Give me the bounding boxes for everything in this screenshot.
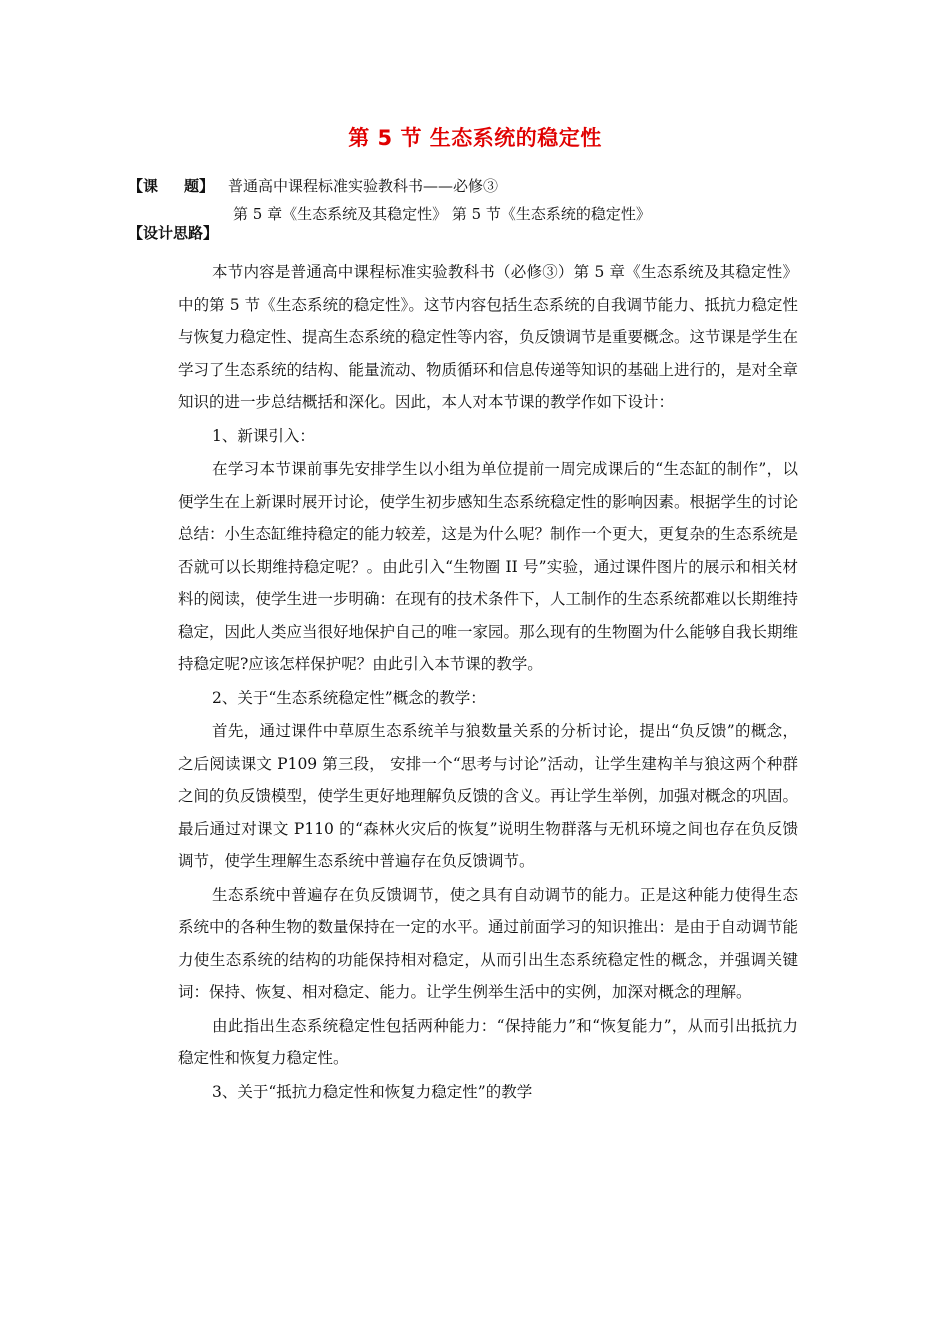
design-heading: 【设计思路】 — [128, 224, 219, 242]
topic-label-left: 【课 — [128, 177, 159, 195]
paragraph: 1、新课引入： — [212, 426, 315, 445]
paragraph: 生态系统中普遍存在负反馈调节，使之具有自动调节的能力。正是这种能力使得生态系统中的各种生物的数量保持在一定的水平。通过前面学习的知识推出：是由于自动调节能力使生态系统的结构的功能保持相对稳定，从而引出生态系统稳定性的概念，并强调关键词：保持、恢复、相对稳定、能力。让学生例举生活中的实例，加深对概念的理解。 — [178, 885, 799, 1001]
paragraph: 在学习本节课前事先安排学生以小组为单位提前一周完成课后的“生态缸的制作”，以便学生在上新课时展开讨论，使学生初步感知生态系统稳定性的影响因素。根据学生的讨论总结：小生态缸维持稳定的能力较差，这是为什么呢？制作一个更大，更复杂的生态系统是否就可以长期维持稳定呢？。由此引入“生物圈 II 号”实验，通过课件图片的展示和相关材料的阅读，使学生进一步明确：在现有的技术条件下，人工制作的生态系统都难以长期维持稳定，因此人类应当很好地保护自己的唯一家园。那么现有的生物圈为什么能够自我长期维持稳定呢?应该怎样保护呢？由此引入本节课的教学。 — [178, 460, 799, 673]
topic-text: 普通高中课程标准实验教科书——必修③ — [228, 177, 499, 195]
page-title: 第 5 节 生态系统的稳定性 — [348, 126, 602, 150]
topic-line-2: 第 5 章《生态系统及其稳定性》 第 5 节《生态系统的稳定性》 — [233, 205, 651, 223]
paragraph: 首先，通过课件中草原生态系统羊与狼数量关系的分析讨论，提出“负反馈”的概念，之后阅读课文 P109 第三段， 安排一个“思考与讨论”活动，让学生建构羊与狼这两个种群之间的负反馈模型，使学生更好地理解负反馈的含义。再让学生举例，加强对概念的巩固。最后通过对课文 P110 的“森林火灾后的恢复”说明生物群落与无机环境之间也存在负反馈调节，使学生理解生态系统中普遍存在负反馈调节。 — [178, 722, 799, 870]
paragraph: 3、关于“抵抗力稳定性和恢复力稳定性”的教学 — [212, 1082, 533, 1101]
paragraph: 由此指出生态系统稳定性包括两种能力：“保持能力”和“恢复能力”，从而引出抵抗力稳定性和恢复力稳定性。 — [178, 1016, 798, 1067]
topic-label-right: 题】 — [184, 177, 215, 195]
paragraph: 2、关于“生态系统稳定性”概念的教学： — [212, 688, 486, 707]
topic-label — [128, 175, 228, 196]
document-body — [178, 256, 798, 1108]
paragraph: 本节内容是普通高中课程标准实验教科书（必修③）第 5 章《生态系统及其稳定性》中的第 5 节《生态系统的稳定性》。这节内容包括生态系统的自我调节能力、抵抗力稳定性与恢复力稳定性、提高生态系统的稳定性等内容，负反馈调节是重要概念。这节课是学生在学习了生态系统的结构、能量流动、物质循环和信息传递等知识的基础上进行的，是对全章知识的进一步总结概括和深化。因此，本人对本节课的教学作如下设计： — [178, 263, 799, 411]
topic-line — [128, 175, 498, 196]
